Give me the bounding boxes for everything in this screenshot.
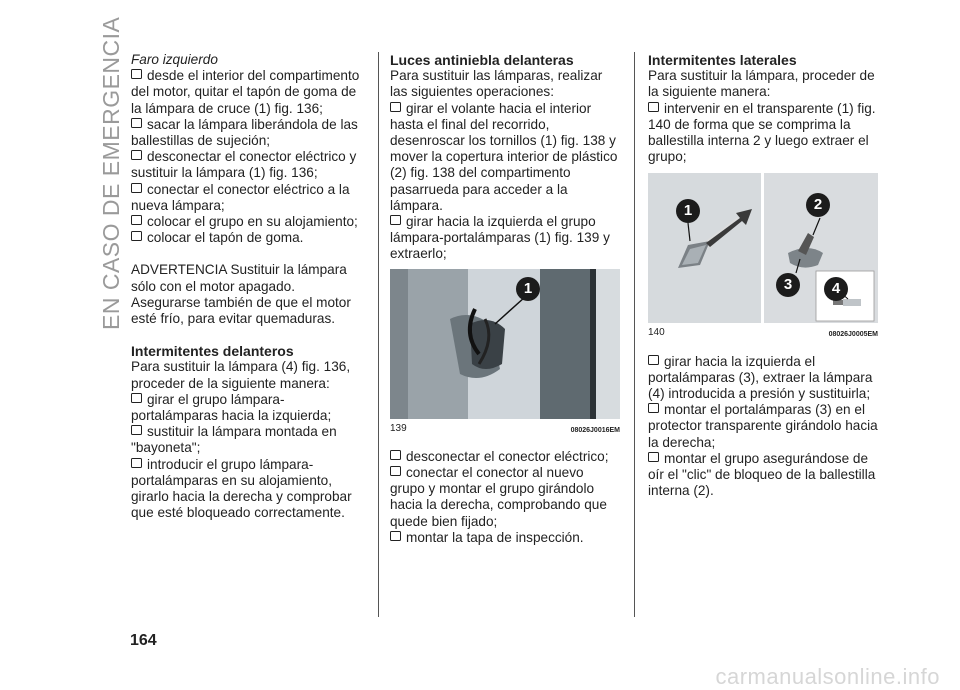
bullet-text: montar la tapa de inspección. xyxy=(406,529,584,545)
bullet-item xyxy=(390,530,622,546)
bullet-box-icon xyxy=(131,118,142,128)
bullet-list-1a xyxy=(131,68,367,246)
intro-fog-lights: Para sustituir las lámparas, realizar las siguientes operaciones: xyxy=(390,68,603,100)
side-section-title-text: EN CASO DE EMERGENCIA xyxy=(98,16,124,330)
bullet-box-icon xyxy=(131,150,142,160)
bullet-text: colocar el grupo en su alojamiento; xyxy=(147,214,358,230)
figure-140 xyxy=(648,173,878,323)
bullet-item xyxy=(390,449,622,465)
bullet-item xyxy=(131,182,367,214)
bullet-list-2b xyxy=(390,449,622,546)
bullet-list-3a xyxy=(648,101,878,166)
bullet-box-icon xyxy=(390,215,401,225)
bullet-item xyxy=(648,402,878,451)
figure-139-number: 139 xyxy=(390,422,407,434)
bullet-box-icon xyxy=(131,458,142,468)
bullet-text: intervenir en el transparente (1) fig. 140 de forma que se comprima la ballestilla interna 2 y luego extraer el grupo; xyxy=(648,100,876,165)
bullet-item xyxy=(131,149,367,181)
bullet-box-icon xyxy=(648,452,659,462)
bullet-box-icon xyxy=(131,393,142,403)
callout-4-badge: 4 xyxy=(824,277,848,301)
bullet-box-icon xyxy=(648,403,659,413)
figure-140-code: 08026J0005EM xyxy=(828,331,878,339)
bullet-text: conectar el conector al nuevo grupo y montar el grupo girándolo hacia la derecha, comprobando que quede bien fijado; xyxy=(390,465,607,529)
bullet-item xyxy=(648,451,878,500)
bullet-box-icon xyxy=(131,183,142,193)
callout-2-badge: 2 xyxy=(806,193,830,217)
bullet-item xyxy=(648,101,878,166)
bullet-text: desconectar el conector eléctrico; xyxy=(406,448,609,464)
figure-140-illustration xyxy=(648,173,878,323)
bullet-list-3b xyxy=(648,354,878,500)
intro-front-turn-signals: Para sustituir la lámpara (4) fig. 136, proceder de la siguiente manera: xyxy=(131,359,351,391)
bullet-text: conectar el conector eléctrico a la nueva lámpara; xyxy=(131,181,350,213)
heading-side-turn-signals: Intermitentes laterales xyxy=(648,52,797,68)
bullet-box-icon xyxy=(131,69,142,79)
callout-1-badge: 1 xyxy=(516,277,540,301)
bullet-text: montar el grupo asegurándose de oír el "clic" de bloqueo de la ballestilla interna (2). xyxy=(648,450,876,499)
bullet-box-icon xyxy=(131,231,142,241)
bullet-text: desconectar el conector eléctrico y sustituir la lámpara (1) fig. 136; xyxy=(131,149,357,181)
bullet-text: girar el grupo lámpara-portalámparas hacia la izquierda; xyxy=(131,391,332,424)
bullet-box-icon xyxy=(131,215,142,225)
side-section-title xyxy=(72,16,124,340)
bullet-text: sustituir la lámpara montada en "bayoneta"; xyxy=(131,424,337,456)
bullet-box-icon xyxy=(390,102,401,112)
figure-139-caption xyxy=(390,421,620,439)
column-divider-1 xyxy=(378,52,379,617)
column-2 xyxy=(390,52,622,546)
bullet-box-icon xyxy=(390,450,401,460)
bullet-text: introducir el grupo lámpara-portalámparas en su alojamiento, girarlo hacia la derecha y comprobar que esté bloqueado correctamente. xyxy=(131,456,352,521)
bullet-item xyxy=(390,465,622,530)
figure-140-caption xyxy=(648,325,878,343)
bullet-item xyxy=(131,68,367,117)
bullet-item xyxy=(131,392,367,424)
bullet-item xyxy=(131,230,367,246)
warning-text: ADVERTENCIA Sustituir la lámpara sólo con el motor apagado. Asegurarse también de que el motor esté frío, para evitar quemaduras. xyxy=(131,262,351,327)
callout-3-badge: 3 xyxy=(776,273,800,297)
bullet-list-2a xyxy=(390,101,622,263)
bullet-text: montar el portalámparas (3) en el protector transparente girándolo hacia la derecha; xyxy=(648,402,878,450)
callout-1-badge: 1 xyxy=(676,199,700,223)
bullet-text: girar hacia la izquierda el grupo lámpara-portalámparas (1) fig. 139 y extraerlo; xyxy=(390,214,610,262)
figure-140-number: 140 xyxy=(648,327,665,339)
bullet-text: girar hacia la izquierda el portalámparas (3), extraer la lámpara (4) introducida a presión y sustituirla; xyxy=(648,353,873,402)
bullet-item xyxy=(131,214,367,230)
page-number: 164 xyxy=(130,632,157,649)
heading-front-turn-signals: Intermitentes delanteros xyxy=(131,343,294,360)
bullet-item xyxy=(648,354,878,403)
bullet-text: colocar el tapón de goma. xyxy=(147,230,304,246)
bullet-box-icon xyxy=(390,531,401,541)
bullet-item xyxy=(131,457,367,522)
column-3 xyxy=(648,52,878,499)
intro-side-turn-signals: Para sustituir la lámpara, proceder de la siguiente manera: xyxy=(648,68,875,100)
bullet-item xyxy=(131,117,367,149)
column-divider-2 xyxy=(634,52,635,617)
subheading-left-headlight: Faro izquierdo xyxy=(131,52,218,67)
bullet-text: desde el interior del compartimento del motor, quitar el tapón de goma de la lámpara de cruce (1) fig. 136; xyxy=(131,68,360,116)
bullet-item xyxy=(390,101,622,214)
column-1 xyxy=(131,52,367,521)
bullet-list-1b xyxy=(131,392,367,522)
bullet-box-icon xyxy=(131,425,142,435)
figure-139 xyxy=(390,269,620,419)
footer-watermark: carmanualsonline.info xyxy=(715,664,940,689)
bullet-box-icon xyxy=(648,102,659,112)
bullet-item xyxy=(390,214,622,263)
bullet-box-icon xyxy=(390,466,401,476)
bullet-text: girar el volante hacia el interior hasta el final del recorrido, desenroscar los tornillos (1) fig. 138 y mover la copertura interior de plástico (2) fig. 138 del compartimento pasarrueda para acceder a la lámpara. xyxy=(390,100,618,213)
figure-139-illustration xyxy=(390,269,620,419)
bullet-box-icon xyxy=(648,355,659,365)
heading-fog-lights: Luces antiniebla delanteras xyxy=(390,52,574,68)
bullet-text: sacar la lámpara liberándola de las ballestillas de sujeción; xyxy=(131,116,358,149)
figure-139-code: 08026J0016EM xyxy=(570,426,620,434)
bullet-item xyxy=(131,424,367,456)
